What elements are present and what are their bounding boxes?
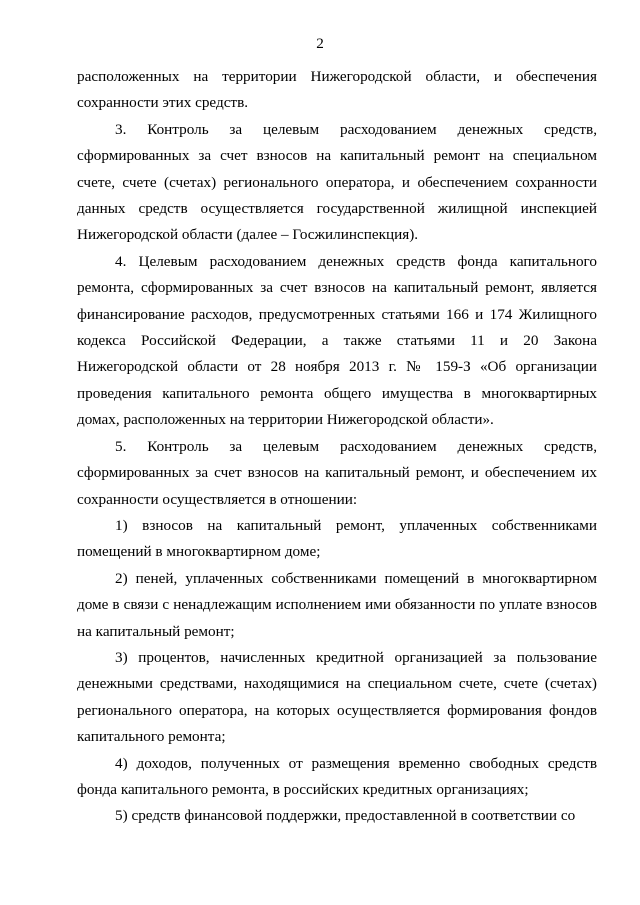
paragraph-item-3: 3. Контроль за целевым расходованием денежных средств, сформированных за счет взносов на капитальный ремонт на специальном счете, счете (счетах) регионального оператора, и обеспечением сохранности данных средств осуществляется государственной жилищной инспекцией Нижегородской области (далее – Госжилинспекция). (77, 120, 597, 244)
document-body (77, 64, 597, 830)
list-item-4: 4) доходов, полученных от размещения временно свободных средств фонда капитального ремонта, в российских кредитных организациях; (77, 754, 597, 798)
paragraph-continuation: расположенных на территории Нижегородской области, и обеспечения сохранности этих средств. (77, 68, 597, 112)
list-item-3: 3) процентов, начисленных кредитной организацией за пользование денежными средствами, находящимися на специальном счете, счете (счетах) регионального оператора, на которых осуществляется формирования фондов капитального ремонта; (77, 648, 597, 746)
paragraph-item-5: 5. Контроль за целевым расходованием денежных средств, сформированных за счет взносов на капитальный ремонт, и обеспечением их сохранности осуществляется в отношении: (77, 437, 597, 508)
page-number: 2 (316, 35, 324, 52)
list-item-2: 2) пеней, уплаченных собственниками помещений в многоквартирном доме в связи с ненадлежащим исполнением ими обязанности по уплате взносов на капитальный ремонт; (77, 569, 597, 640)
paragraph-item-4: 4. Целевым расходованием денежных средств фонда капитального ремонта, сформированных за счет взносов на капитальный ремонт, является финансирование расходов, предусмотренных статьями 166 и 174 Жилищного кодекса Российской Федерации, а также статьями 11 и 20 Закона Нижегородской области от 28 ноября 2013 г. № 159-З «Об организации проведения капитального ремонта общего имущества в многоквартирных домах, расположенных на территории Нижегородской области». (77, 252, 597, 429)
list-item-5: 5) средств финансовой поддержки, предоставленной в соответствии со (115, 807, 576, 825)
list-item-1: 1) взносов на капитальный ремонт, уплаченных собственниками помещений в многоквартирном доме; (77, 516, 597, 561)
